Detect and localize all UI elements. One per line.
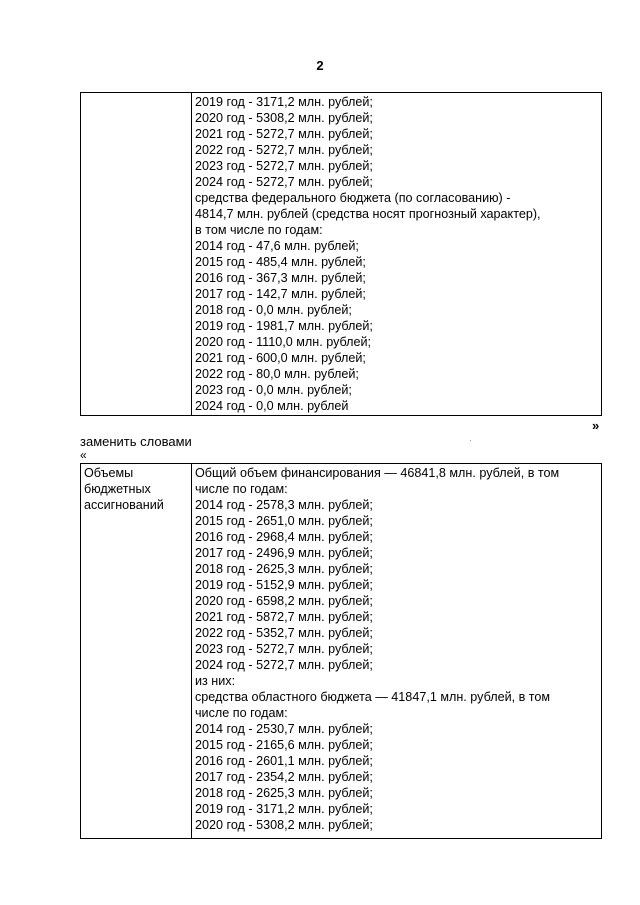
- replace-instruction: заменить словами: [80, 434, 192, 449]
- text-line: 2014 год - 47,6 млн. рублей;: [195, 239, 359, 253]
- text-line: 2022 год - 5272,7 млн. рублей;: [195, 143, 373, 157]
- text-line: 2019 год - 3171,2 млн. рублей;: [195, 802, 373, 816]
- text-line: 2014 год - 2578,3 млн. рублей;: [195, 498, 373, 512]
- table-left-cell: [81, 93, 192, 416]
- text-line: Объемы: [84, 466, 134, 480]
- text-line: ассигнований: [84, 498, 164, 512]
- text-line: 2019 год - 1981,7 млн. рублей;: [195, 319, 373, 333]
- text-line: бюджетных: [84, 482, 151, 496]
- text-line: 2016 год - 367,3 млн. рублей;: [195, 271, 366, 285]
- text-line: 2021 год - 5872,7 млн. рублей;: [195, 610, 373, 624]
- text-line: 2019 год - 5152,9 млн. рублей;: [195, 578, 373, 592]
- text-line: средства областного бюджета — 41847,1 млн. рублей, в том: [195, 690, 551, 704]
- budget-table-new: [80, 463, 602, 839]
- text-line: средства федерального бюджета (по согласованию) -: [195, 191, 511, 205]
- table-row: [81, 464, 602, 839]
- text-line: 2023 год - 5272,7 млн. рублей;: [195, 642, 373, 656]
- table-row: [81, 93, 602, 416]
- table-right-cell: [192, 93, 602, 416]
- text-line: 2020 год - 5308,2 млн. рублей;: [195, 818, 373, 832]
- text-line: 2016 год - 2968,4 млн. рублей;: [195, 530, 373, 544]
- text-line: 2017 год - 142,7 млн. рублей;: [195, 287, 366, 301]
- text-line: в том числе по годам:: [195, 223, 323, 237]
- closing-quote: »: [592, 418, 600, 433]
- text-line: 2019 год - 3171,2 млн. рублей;: [195, 95, 373, 109]
- text-line: 2020 год - 6598,2 млн. рублей;: [195, 594, 373, 608]
- text-line: 2018 год - 0,0 млн. рублей;: [195, 303, 352, 317]
- text-line: 2023 год - 0,0 млн. рублей;: [195, 383, 352, 397]
- text-line: 2015 год - 2651,0 млн. рублей;: [195, 514, 373, 528]
- opening-quote: «: [80, 448, 87, 462]
- text-line: 2018 год - 2625,3 млн. рублей;: [195, 562, 373, 576]
- text-line: 2024 год - 0,0 млн. рублей: [195, 399, 349, 413]
- text-line: 2017 год - 2496,9 млн. рублей;: [195, 546, 373, 560]
- text-line: 2022 год - 5352,7 млн. рублей;: [195, 626, 373, 640]
- text-line: 2015 год - 485,4 млн. рублей;: [195, 255, 366, 269]
- scan-speck: [470, 440, 471, 441]
- text-line: 2023 год - 5272,7 млн. рублей;: [195, 159, 373, 173]
- text-line: 2014 год - 2530,7 млн. рублей;: [195, 722, 373, 736]
- text-line: числе по годам:: [195, 706, 288, 720]
- text-line: 2018 год - 2625,3 млн. рублей;: [195, 786, 373, 800]
- text-line: 2020 год - 5308,2 млн. рублей;: [195, 111, 373, 125]
- text-line: 2021 год - 600,0 млн. рублей;: [195, 351, 366, 365]
- page-number: 2: [316, 58, 324, 73]
- text-line: 2022 год - 80,0 млн. рублей;: [195, 367, 359, 381]
- text-line: Общий объем финансирования — 46841,8 млн. рублей, в том: [195, 466, 560, 480]
- table-right-cell: [192, 464, 602, 839]
- text-line: 2016 год - 2601,1 млн. рублей;: [195, 754, 373, 768]
- text-line: 2015 год - 2165,6 млн. рублей;: [195, 738, 373, 752]
- text-line: 2021 год - 5272,7 млн. рублей;: [195, 127, 373, 141]
- text-line: числе по годам:: [195, 482, 288, 496]
- text-line: 2020 год - 1110,0 млн. рублей;: [195, 335, 372, 349]
- text-line: из них:: [195, 674, 236, 688]
- table-left-cell: [81, 464, 192, 839]
- text-line: 2017 год - 2354,2 млн. рублей;: [195, 770, 373, 784]
- text-line: 2024 год - 5272,7 млн. рублей;: [195, 658, 373, 672]
- text-line: 2024 год - 5272,7 млн. рублей;: [195, 175, 373, 189]
- budget-table-old: [80, 92, 602, 416]
- text-line: 4814,7 млн. рублей (средства носят прогнозный характер),: [195, 207, 541, 221]
